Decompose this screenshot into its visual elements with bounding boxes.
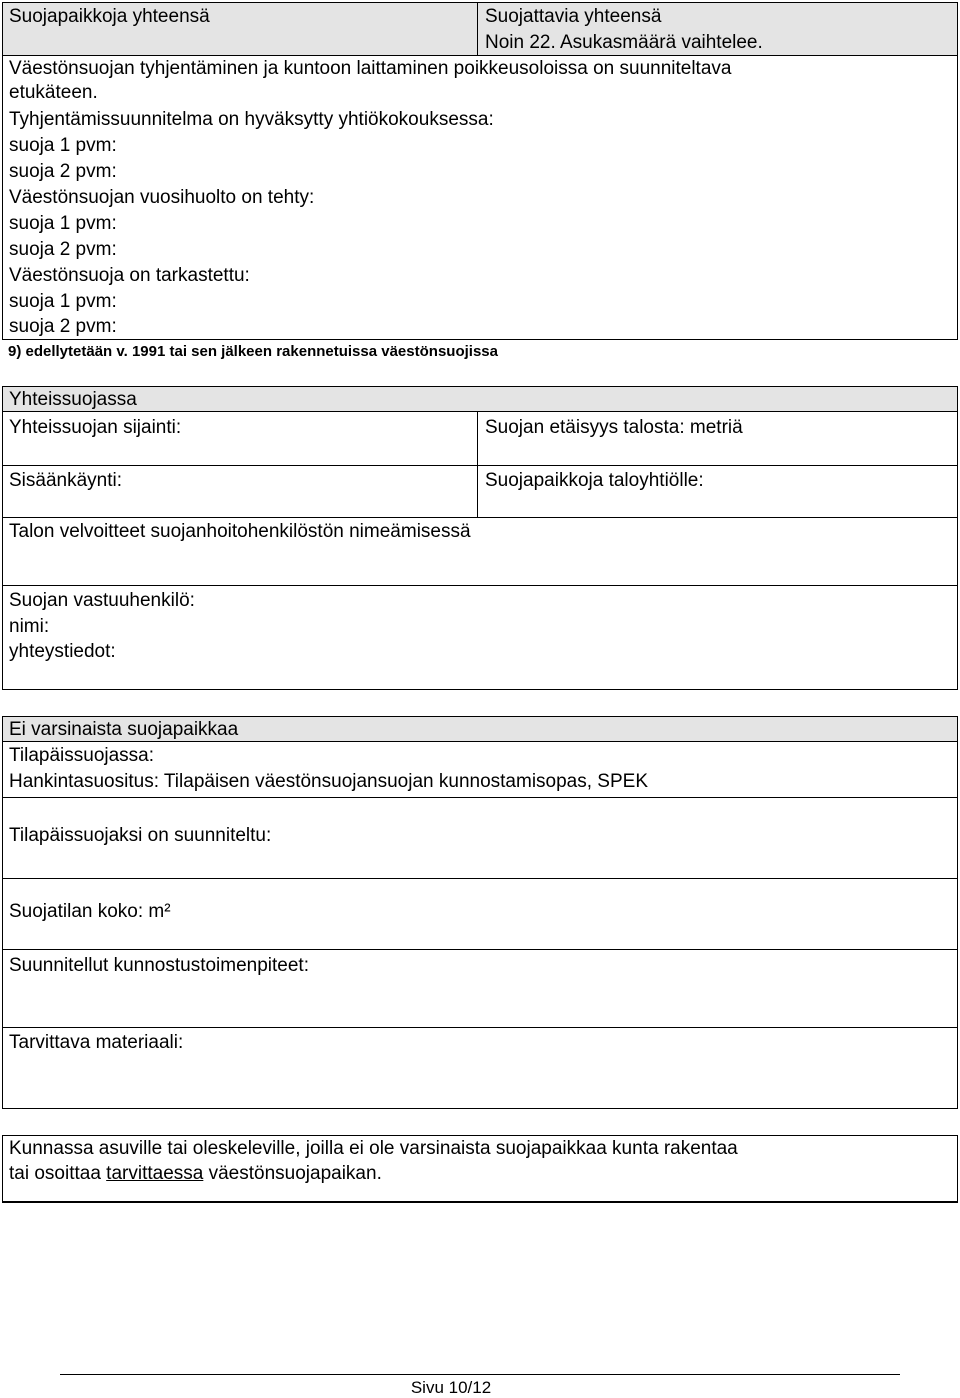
maintenance-label: Väestönsuojan vuosihuolto on tehty: <box>9 187 315 208</box>
planned-temporary-shelter-label: Tilapäissuojaksi on suunniteltu: <box>9 825 272 846</box>
size-row-line <box>3 949 957 950</box>
recommendation-row-line <box>3 797 957 798</box>
responsible-person-label: Suojan vastuuhenkilö: <box>9 590 195 611</box>
no-shelter-header: Ei varsinaista suojapaikkaa <box>9 719 239 740</box>
total-protected-value: Noin 22. Asukasmäärä vaihtelee. <box>485 32 763 53</box>
municipality-text-line1: Kunnassa asuville tai oleskeleville, joilla ei ole varsinaista suojapaikkaa kunta rakentaa <box>9 1138 738 1159</box>
shared-shelter-distance: Suojan etäisyys talosta: metriä <box>485 417 743 438</box>
top-section-box <box>2 2 958 340</box>
shared-shelter-location: Yhteissuojan sijainti: <box>9 417 182 438</box>
required-materials-label: Tarvittava materiaali: <box>9 1032 184 1053</box>
shared-shelter-header: Yhteissuojassa <box>9 389 137 410</box>
shared-shelter-header-shade <box>3 387 957 411</box>
municipality-line2-suffix: väestönsuojapaikan. <box>203 1163 382 1184</box>
municipality-line2-prefix: tai osoittaa <box>9 1163 107 1184</box>
summary-row-bottom <box>3 55 957 56</box>
footer-rule <box>60 1374 900 1375</box>
emptying-text-line2: etukäteen. <box>9 82 98 103</box>
temporary-shelter-label: Tilapäissuojassa: <box>9 745 155 766</box>
shared-shelter-places: Suojapaikkoja taloyhtiölle: <box>485 470 704 491</box>
footnote-9: 9) edellytetään v. 1991 tai sen jälkeen rakennetuissa väestönsuojissa <box>8 343 498 360</box>
obligations-row-line <box>3 585 957 586</box>
procurement-recommendation: Hankintasuositus: Tilapäisen väestönsuojansuojan kunnostamisopas, SPEK <box>9 771 648 792</box>
shelter-size-label: Suojatilan koko: m² <box>9 901 171 922</box>
summary-row-divider <box>477 3 478 55</box>
obligations-label: Talon velvoitteet suojanhoitohenkilöstön nimeämisessä <box>9 521 471 542</box>
inspected-label: Väestönsuoja on tarkastettu: <box>9 265 250 286</box>
total-protected-label: Suojattavia yhteensä <box>485 6 662 27</box>
municipality-line2-underlined: tarvittaessa <box>106 1163 204 1184</box>
plan-shelter1-date: suoja 1 pvm: <box>9 135 117 156</box>
shared-shelter-row-line-2 <box>3 517 957 518</box>
maintenance-shelter1-date: suoja 1 pvm: <box>9 213 117 234</box>
emptying-text-line1: Väestönsuojan tyhjentäminen ja kuntoon laittaminen poikkeusoloissa on suunniteltava <box>9 58 732 79</box>
page-number: Sivu 10/12 <box>410 1378 492 1397</box>
shared-shelter-row-line <box>3 465 957 466</box>
planned-measures-label: Suunnitellut kunnostustoimenpiteet: <box>9 955 309 976</box>
shared-shelter-divider <box>477 411 478 517</box>
inspected-shelter1-date: suoja 1 pvm: <box>9 291 117 312</box>
municipality-box <box>2 1135 958 1203</box>
plan-approved-label: Tyhjentämissuunnitelma on hyväksytty yhtiökokouksessa: <box>9 109 494 130</box>
plan-shelter2-date: suoja 2 pvm: <box>9 161 117 182</box>
planned-row-line <box>3 878 957 879</box>
responsible-contact-label: yhteystiedot: <box>9 641 116 662</box>
municipality-text-line2 <box>9 1162 382 1186</box>
shared-shelter-header-bottom <box>3 411 957 412</box>
measures-row-line <box>3 1027 957 1028</box>
total-places-label: Suojapaikkoja yhteensä <box>9 6 210 27</box>
shared-shelter-entrance: Sisäänkäynti: <box>9 470 123 491</box>
shared-shelter-box <box>2 386 958 690</box>
inspected-shelter2-date: suoja 2 pvm: <box>9 316 117 337</box>
no-shelter-box <box>2 716 958 1109</box>
maintenance-shelter2-date: suoja 2 pvm: <box>9 239 117 260</box>
responsible-name-label: nimi: <box>9 616 50 637</box>
